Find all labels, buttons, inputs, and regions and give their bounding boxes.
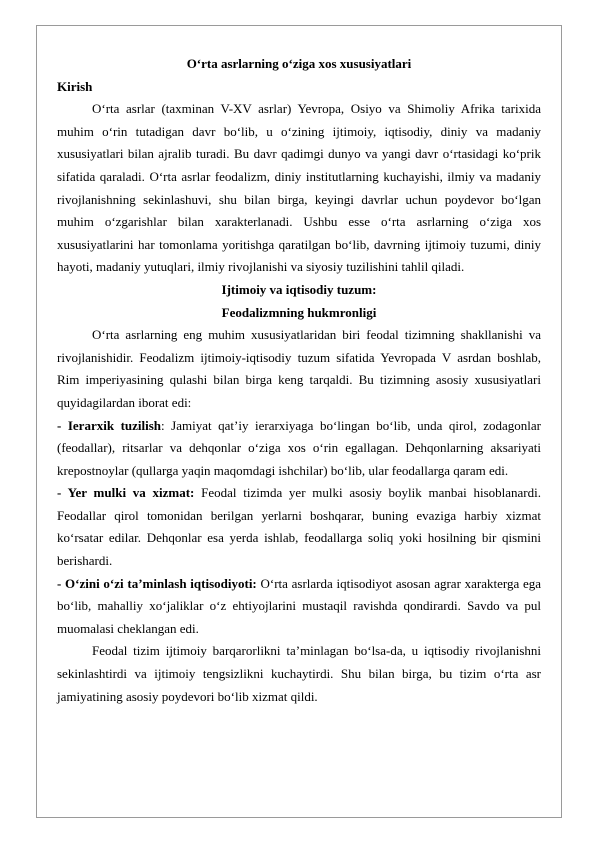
list-item-lead: - Ierarxik tuzilish (57, 417, 162, 433)
list-item-text: Feodal tizimda yer mulki asosiy boylik manbai hisoblanardi. Feodallar qirol tomonidan berilgan yerlarni boshqarar, buning evaziga harbiy xizmat ko‘rsatar edilar. Dehqonlar esa yerda ishlab, feodallarga soliq yoki hosilning bir qismini berishardi. (57, 485, 541, 569)
closing-paragraph: Feodal tizim ijtimoiy barqarorlikni ta’minlagan bo‘lsa-da, u iqtisodiy rivojlanishni sekinlashtirdi va ijtimoiy tengsizlikni kuchaytirdi. Shu bilan birga, bu tizim o‘rta asr jamiyatining asosiy poydevori bo‘lib xizmat qildi. (57, 643, 541, 704)
list-item-lead: - O‘zini o‘zi ta’minlash iqtisodiyoti: (57, 575, 257, 591)
list-item-lead: - Yer mulki va xizmat: (57, 485, 195, 501)
list-item (57, 573, 541, 641)
intro-paragraph: O‘rta asrlar (taxminan V-XV asrlar) Yevropa, Osiyo va Shimoliy Afrika tarixida muhim o‘rin tutadigan davr bo‘lib, u o‘zining ijtimoiy, iqtisodiy, diniy va madaniy xususiyatlari bilan ajralib turadi. Bu davr qadimgi dunyo va yangi davr o‘rtasidagi ko‘prik sifatida qaraladi. O‘rta asrlar feodalizm, diniy institutlarning kuchayishi, ilmiy va madaniy rivojlanishning sekinlashuvi, shu bilan birga, keyingi davrlar uchun poydevor bo‘lgan muhim o‘zgarishlar bilan xarakterlanadi. Ushbu esse o‘rta asrlarning o‘ziga xos xususiyatlarini har tomonlama yoritishga qaratilgan bo‘lib, davrning ijtimoiy tuzumi, diniy hayoti, madaniy yutuqlari, ilmiy rivojlanishi va siyosiy tuzilishini tahlil qiladi. (57, 101, 541, 275)
subheading-social-economic: Ijtimoiy va iqtisodiy tuzum: (221, 281, 377, 297)
feudal-paragraph: O‘rta asrlarning eng muhim xususiyatlaridan biri feodal tizimning shakllanishi va rivojlanishidir. Feodalizm ijtimoiy-iqtisodiy tuzum sifatida Yevropada V asrdan boshlab, Rim imperiyasining qulashi bilan birga keng tarqaldi. Bu tizimning asosiy xususiyatlari quyidagilardan iborat edi: (57, 327, 541, 410)
list-item (57, 482, 541, 572)
document-body (57, 53, 541, 708)
intro-heading: Kirish (57, 78, 93, 94)
list-item-text: : Jamiyat qat’iy ierarxiyaga bo‘lingan bo‘lib, unda qirol, zodagonlar (feodallar), ritsarlar va dehqonlar o‘ziga xos o‘rin egallagan. Dehqonlarning aksariyati krepostnoylar (qullarga yaqin maqomdagi ishchilar) bo‘lib, ular feodallarga qaram edi. (57, 417, 542, 478)
list-item-text: O‘rta asrlarda iqtisodiyot asosan agrar xarakterga ega bo‘lib, mahalliy xo‘jaliklar o‘z ehtiyojlarini mustaqil ravishda qondirardi. Savdo va pul muomalasi cheklangan edi. (57, 575, 541, 636)
subheading-feudalism: Feodalizmning hukmronligi (221, 304, 377, 320)
document-title: O‘rta asrlarning o‘ziga xos xususiyatlari (186, 56, 412, 71)
list-item (57, 415, 541, 483)
